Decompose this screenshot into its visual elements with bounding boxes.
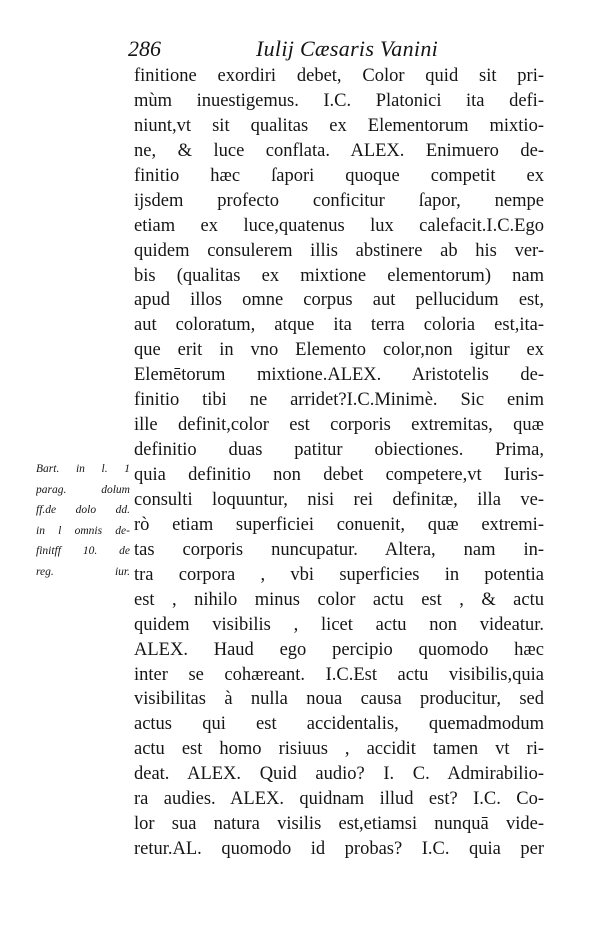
running-head: [128, 36, 548, 66]
text-line: ille definit,color est corporis extremitas, quæ: [134, 415, 544, 436]
text-line: finitione exordiri debet, Color quid sit pri-: [134, 66, 544, 86]
text-line: actu est homo risiuus , accidit tamen vt ri-: [134, 739, 544, 760]
text-line: bis (qualitas ex mixtione elementorum) nam: [134, 265, 544, 286]
text-line: finitio tibi ne arridet?I.C.Minimè. Sic enim: [134, 390, 544, 411]
margin-note-line: finitff 10. de: [36, 545, 130, 558]
text-line: inter se cohæreant. I.C.Est actu visibilis,quia: [134, 664, 544, 685]
text-line: aut coloratum, atque ita terra coloria est,ita-: [134, 315, 544, 336]
text-line: finitio hæc ſapori quoque competit ex: [134, 165, 544, 186]
text-line: definitio duas patitur obiectiones. Prima,: [134, 440, 544, 461]
margin-note-line: Bart. in l. 1: [36, 463, 130, 475]
text-line: tra corpora , vbi superficies in potentia: [134, 564, 544, 585]
text-line: ne, & luce conflata. ALEX. Enimuero de-: [134, 140, 544, 161]
margin-note: [36, 459, 130, 583]
text-line: niunt,vt sit qualitas ex Elementorum mixtio-: [134, 115, 544, 136]
text-line: actus qui est accidentalis, quemadmodum: [134, 714, 544, 735]
text-line: quidem consulerem illis abstinere ab his ver-: [134, 240, 544, 261]
text-line: etiam ex luce,quatenus lux calefacit.I.C.Ego: [134, 215, 544, 236]
text-line: deat. ALEX. Quid audio? I. C. Admirabilio-: [134, 764, 544, 785]
text-line: ijsdem profecto conficitur ſapor, nempe: [134, 190, 544, 211]
text-line: que erit in vno Elemento color,non igitur ex: [134, 340, 544, 361]
margin-note-line: reg. iur.: [36, 565, 130, 578]
running-title: Iulij Cæsaris Vanini: [256, 36, 439, 61]
margin-note-line: parag. dolum: [36, 483, 130, 496]
text-line: Elemētorum mixtione.ALEX. Aristotelis de-: [134, 365, 544, 386]
text-line: apud illos omne corpus aut pellucidum est,: [134, 290, 544, 311]
text-line: ALEX. Haud ego percipio quomodo hæc: [134, 639, 544, 660]
text-line: est , nihilo minus color actu est , & actu: [134, 589, 544, 610]
text-line: consulti loquuntur, nisi rei definitæ, illa ve-: [134, 489, 544, 510]
margin-note-line: in l omnis de-: [36, 524, 130, 537]
text-line: rò etiam superficiei conuenit, quæ extremi-: [134, 514, 544, 535]
text-line: tas corporis nuncupatur. Altera, nam in-: [134, 539, 544, 560]
text-line: quia definitio non debet competere,vt Iuris-: [134, 465, 544, 485]
text-line: mùm inuestigemus. I.C. Platonici ita defi-: [134, 90, 544, 111]
text-line: ra audies. ALEX. quidnam illud est? I.C. Co-: [134, 789, 544, 810]
body-text: [134, 64, 544, 862]
page-number: 286: [128, 36, 161, 61]
text-line: visibilitas à nulla noua causa producitur, sed: [134, 689, 544, 710]
margin-note-line: ff.de dolo dd.: [36, 504, 130, 517]
text-line: retur.AL. quomodo id probas? I.C. quia per: [134, 839, 544, 860]
text-line: quidem visibilis , licet actu non videatur.: [134, 614, 544, 635]
text-line: lor sua natura visilis est,etiamsi nunquā vide-: [134, 814, 544, 835]
